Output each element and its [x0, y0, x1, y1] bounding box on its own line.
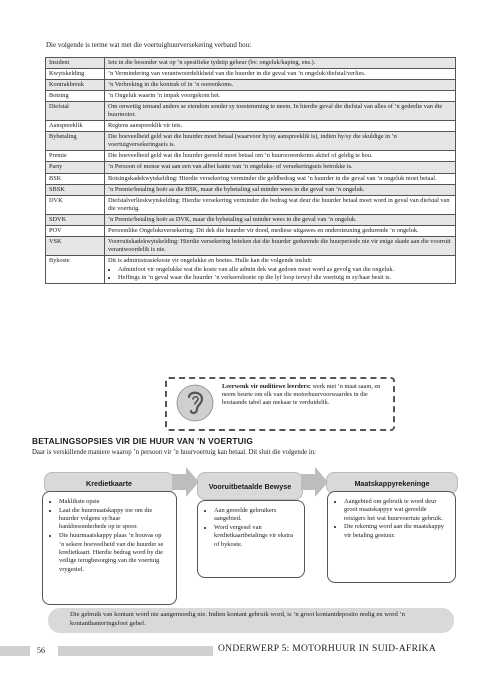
definition-cell	[105, 91, 456, 102]
table-row	[46, 162, 456, 173]
footer-bar	[58, 646, 213, 656]
term-cell: SBSK	[46, 184, 105, 195]
list-item: • Maklikste opsie	[59, 498, 168, 506]
term-cell: VSK	[46, 236, 105, 255]
term-cell: Aanspreeklik	[46, 121, 105, 132]
option-title: Maatskappyrekeninge	[354, 478, 430, 488]
term-cell: Party	[46, 162, 105, 173]
term-cell: Diefstal	[46, 102, 105, 121]
section-title: BETALINGSOPSIES VIR DIE HUUR VAN ’N VOERTUIG	[32, 436, 254, 446]
term-cell: DVK	[46, 195, 105, 214]
term-cell: Insident	[46, 58, 105, 69]
option-bullets	[47, 498, 168, 574]
definition-cell	[105, 121, 456, 132]
chapter-title: ONDERWERP 5: MOTORHUUR IN SUID-AFRIKA	[218, 644, 436, 654]
option-bullets	[332, 498, 447, 540]
term-cell: Botsing	[46, 91, 105, 102]
option-bullets	[202, 507, 296, 549]
definition-text: Iets in die besonder wat op ’n spesifieke tydstip gebeur (bv. ongeluk/kaping, ens.).	[108, 59, 316, 66]
list-item: • Die rekening word aan die maatskappy vir betaling gestuur.	[344, 523, 447, 540]
definition-text: ’n Vermindering van verantwoordelikheid van die huurder in die geval van ’n ongeluk/diefstal/verlies.	[108, 70, 366, 78]
auditory-learner-tip	[165, 377, 395, 431]
list-item: • Word vergesel van kredietkaartbetalings vir ekstra of bykoste.	[214, 524, 296, 549]
term-cell: Bykoste	[46, 255, 105, 283]
term-cell: Premie	[46, 151, 105, 162]
definition-text: Voorruitskadekwytskelding: Hierdie versekering beteken dat die huurder gedurende die huurperiode nie vir enige skade aan die voorruit verantwoordelik is nie.	[108, 237, 451, 253]
term-cell: BSK	[46, 173, 105, 184]
table-row	[46, 225, 456, 236]
table-row	[46, 121, 456, 132]
definition-cell	[105, 162, 456, 173]
intro-text: Die volgende is terme wat met die voertuighuurversekering verband hou:	[46, 41, 252, 49]
term-cell: POV	[46, 225, 105, 236]
definition-cell	[105, 195, 456, 214]
definition-cell	[105, 151, 456, 162]
definition-cell	[105, 102, 456, 121]
definition-text: ’n Premie/betaling hoër as DVK, maar die bybetaling sal minder wees in die geval van ’n ongeluk.	[108, 215, 357, 223]
section-intro: Daar is verskillende maniere waarop ’n persoon vir ’n huurvoertuig kan betaal. Dit sluit die volgende in:	[32, 449, 317, 456]
tip-lead: Leerwenk vir ouditiewe leerders:	[222, 383, 311, 390]
term-cell: Kontrakbreuk	[46, 80, 105, 91]
table-row	[46, 214, 456, 225]
definition-text: Botsingskadekwytskelding: Hierdie versekering verminder die geldbedrag wat ’n huurder in die geval van ’n ongeluk moet betaal.	[108, 174, 437, 182]
definition-cell	[105, 184, 456, 195]
table-row	[46, 58, 456, 69]
definition-cell	[105, 236, 456, 255]
page-number: 56	[37, 646, 45, 655]
option-box-company-accounts	[327, 491, 456, 583]
list-item: • Adminfooi vir ongelukke wat die koste van alle admin dek wat gedoen moet word as gevolg van die ongeluk.	[118, 266, 452, 274]
list-item: • Aan gereelde gebruikers aangebied.	[214, 507, 296, 524]
arrow-right-icon	[301, 467, 329, 497]
table-row	[46, 69, 456, 80]
option-title: Kredietkaarte	[86, 478, 132, 488]
definition-bullets	[108, 266, 452, 282]
definition-text: ’n Ongeluk waarin ’n impak voorgekom het.	[108, 92, 221, 100]
definition-text: Dit is administrasiekoste vir ongelukke en boetes. Hulle kan die volgende insluit:	[108, 256, 313, 264]
table-row	[46, 236, 456, 255]
term-cell: SDVK	[46, 214, 105, 225]
definition-cell	[105, 173, 456, 184]
table-row	[46, 151, 456, 162]
table-row	[46, 91, 456, 102]
definition-cell	[105, 58, 456, 69]
definition-text: Die hoeveelheid geld wat die huurder gereeld moet betaal om ’n huurooreenkoms aktief of geldig te hou.	[108, 152, 373, 160]
definition-text: Die hoeveelheid geld wat die huurder moet betaal (waarvoor hy/sy aanspreeklik is), indien hy/sy die skuldige in ’n voertuigversekeringseis is.	[108, 133, 397, 149]
terms-table	[45, 57, 456, 284]
definition-cell	[105, 69, 456, 80]
option-box-credit-cards	[42, 491, 177, 605]
term-cell: Kwytskelding	[46, 69, 105, 80]
list-item: • Laat die huurmaatskappy toe om die huurder volgens sy/haar bankbesonderhede op te spoor.	[59, 507, 168, 532]
definition-text: ’n Premie/betaling hoër as die BSK, maar die bybetaling sal minder wees in die geval van ’n ongeluk.	[108, 185, 365, 193]
option-title: Vooruitbetaalde Bewyse	[208, 481, 292, 491]
table-row	[46, 195, 456, 214]
tip-text: werk met ’n maat saam, en neem beurte om elk van die motorhuurvoorwaardes in die bostaande tabel aan mekaar te verduidelik.	[222, 383, 381, 407]
ear-icon	[175, 383, 215, 423]
definition-cell	[105, 80, 456, 91]
definition-text: Om onwettig iemand anders se eiendom sonder sy toestemming te neem. In hierdie geval die diefstal van alles of ’n gedeelte van die huurmotor.	[108, 103, 443, 119]
footer-bar	[0, 646, 30, 656]
list-item: • Aangebied om gebruik te word deur groot maatskappye wat gereelde reisigers het wat huurvoertuie gebruik.	[344, 498, 447, 523]
table-row	[46, 173, 456, 184]
option-box-prepaid-vouchers	[197, 500, 305, 578]
table-row	[46, 80, 456, 91]
option-head-prepaid-vouchers	[197, 472, 303, 500]
page-footer	[0, 644, 488, 660]
table-row	[46, 184, 456, 195]
definition-text: ’n Verbreking in die kontrak of in ’n ooreenkoms.	[108, 81, 234, 89]
arrow-right-icon	[172, 467, 200, 497]
definition-text: Diefstalverlieskwytskelding: Hierdie versekering verminder die bedrag wat deur die huurder betaal moet word in geval van diefstal van die voertuig.	[108, 196, 450, 212]
list-item: • Heffings in ’n geval waar die huurder ’n verkeersboete op die lyf loop terwyl die voertuig in sy/haar besit is.	[118, 274, 452, 282]
cash-note: Die gebruik van kontant word nie aangemoedig nie. Indien kontant gebruik word, is ’n groot kontantdeposito nodig en word ’n kontanthanteringsfooi gehef.	[48, 608, 454, 633]
list-item: • Die huurmaatskappy plaas ’n houvas op ’n sekere hoeveelheid van die huurder se kredietkaart. Hierdie bedrag word by die veilige terugbesorging van die voertuig vrygestel.	[59, 532, 168, 574]
definition-cell	[105, 255, 456, 283]
definition-text: Regtens aanspreeklik vir iets.	[108, 122, 183, 130]
definition-cell	[105, 214, 456, 225]
term-cell: Bybetaling	[46, 132, 105, 151]
table-row	[46, 102, 456, 121]
definition-cell	[105, 132, 456, 151]
definition-text: Persoonlike Ongeluksversekering: Dit dek die huurder vir dood, mediese uitgawes en ondersteuning gedurende ’n ongeluk.	[108, 226, 419, 234]
table-row	[46, 255, 456, 283]
definition-cell	[105, 225, 456, 236]
definition-text: ’n Persoon of mense wat aan een van albei kante van ’n ongeluks- of versekeringseis betrokke is.	[108, 163, 353, 171]
table-row	[46, 132, 456, 151]
